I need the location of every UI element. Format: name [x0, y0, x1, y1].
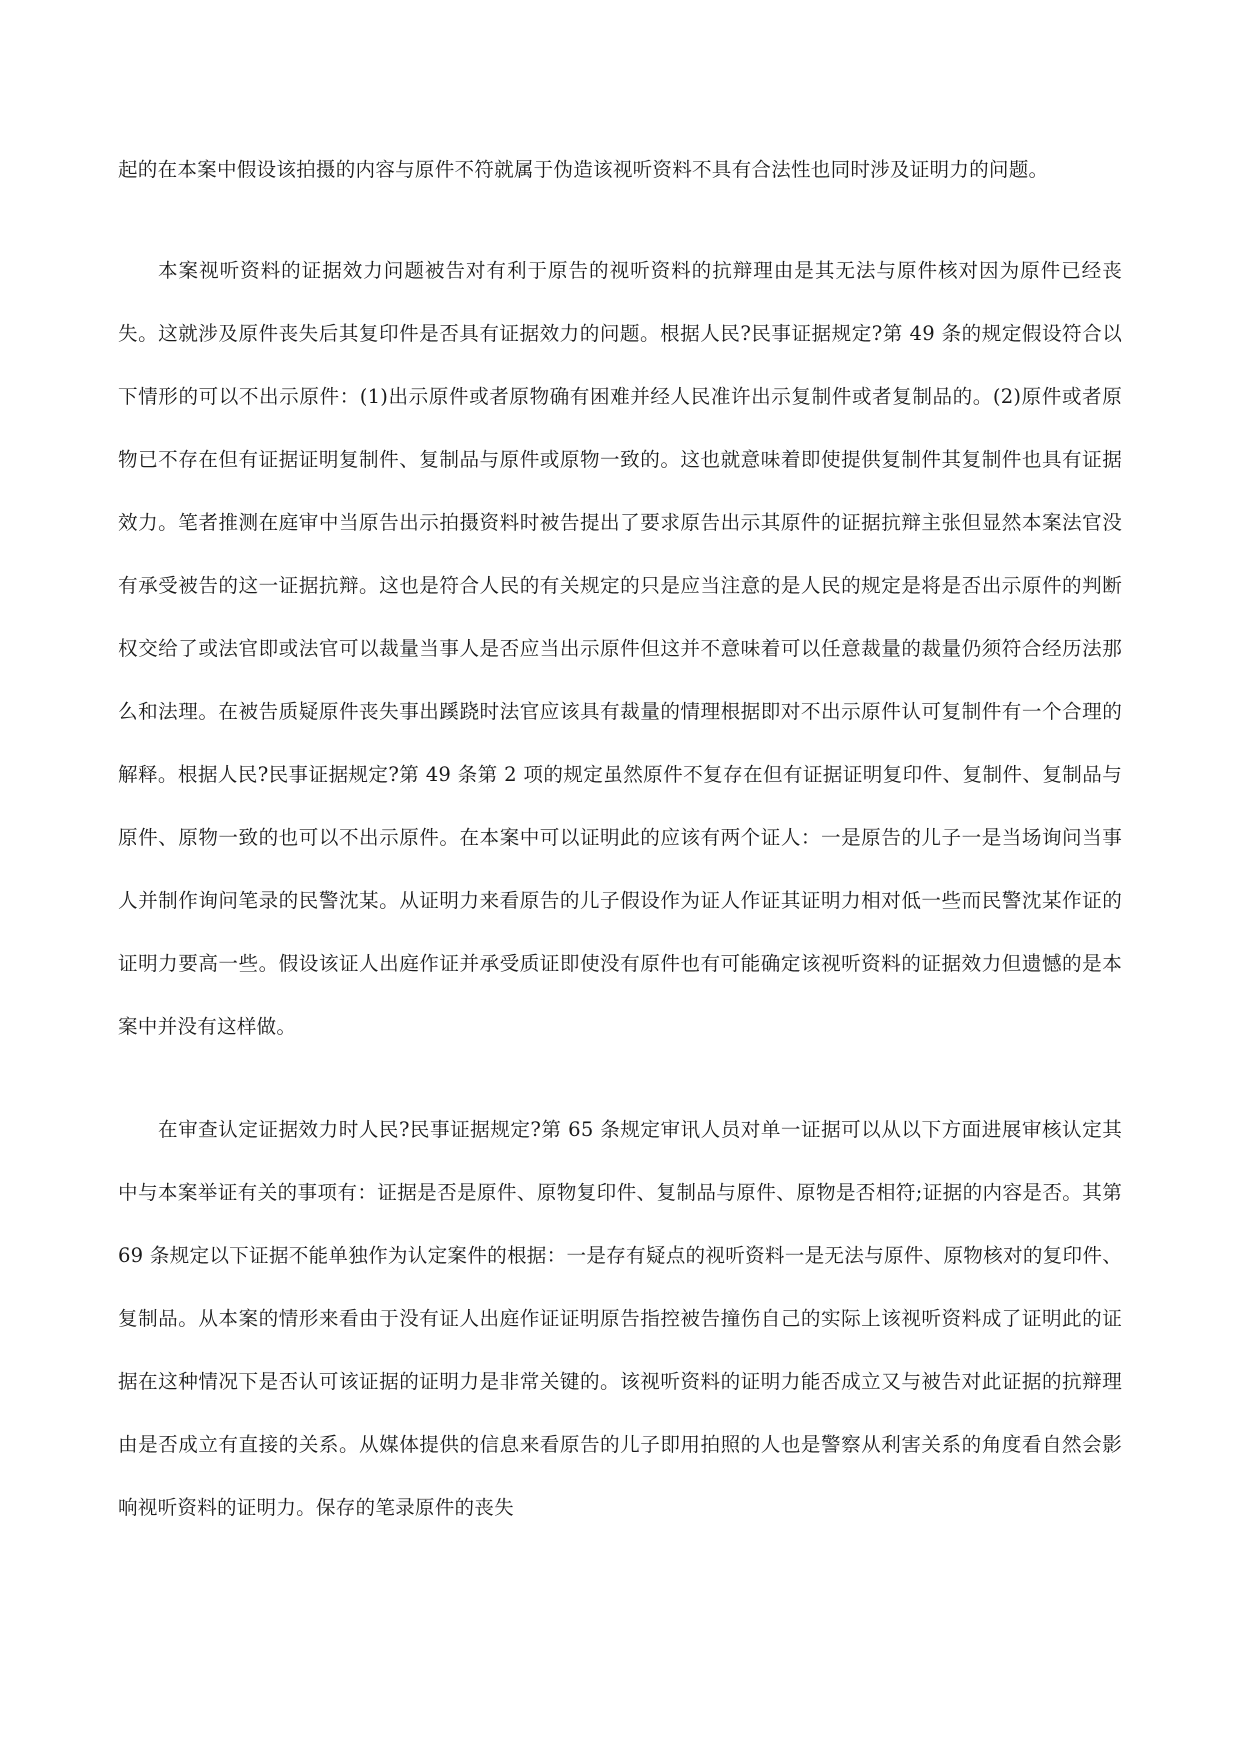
paragraph-3: 在审查认定证据效力时人民?民事证据规定?第 65 条规定审讯人员对单一证据可以从以下方面进展审核认定其中与本案举证有关的事项有：证据是否是原件、原物复印件、复制品与原件、原物是否相符;证据的内容是否。其第 69 条规定以下证据不能单独作为认定案件的根据：一是存有疑点的视听资料一是无法与原件、原物核对的复印件、复制品。从本案的情形来看由于没有证人出庭作证证明原告指控被告撞伤自己的实际上该视听资料成了证明此的证据在这种情况下是否认可该证据的证明力是非常关键的。该视听资料的证明力能否成立又与被告对此证据的抗辩理由是否成立有直接的关系。从媒体提供的信息来看原告的儿子即用拍照的人也是警察从利害关系的角度看自然会影响视听资料的证明力。保存的笔录原件的丧失 — [118, 1118, 1122, 1519]
paragraph-2: 本案视听资料的证据效力问题被告对有利于原告的视听资料的抗辩理由是其无法与原件核对因为原件已经丧失。这就涉及原件丧失后其复印件是否具有证据效力的问题。根据人民?民事证据规定?第 49 条的规定假设符合以下情形的可以不出示原件：(1)出示原件或者原物确有困难并经人民准许出示复制件或者复制品的。(2)原件或者原物已不存在但有证据证明复制件、复制品与原件或原物一致的。这也就意味着即使提供复制件其复制件也具有证据效力。笔者推测在庭审中当原告出示拍摄资料时被告提出了要求原告出示其原件的证据抗辩主张但显然本案法官没有承受被告的这一证据抗辩。这也是符合人民的有关规定的只是应当注意的是人民的规定是将是否出示原件的判断权交给了或法官即或法官可以裁量当事人是否应当出示原件但这并不意味着可以任意裁量的裁量仍须符合经历法那么和法理。在被告质疑原件丧失事出蹊跷时法官应该具有裁量的情理根据即对不出示原件认可复制件有一个合理的解释。根据人民?民事证据规定?第 49 条第 2 项的规定虽然原件不复存在但有证据证明复印件、复制件、复制品与原件、原物一致的也可以不出示原件。在本案中可以证明此的应该有两个证人：一是原告的儿子一是当场询问当事人并制作询问笔录的民警沈某。从证明力来看原告的儿子假设作为证人作证其证明力相对低一些而民警沈某作证的证明力要高一些。假设该证人出庭作证并承受质证即使没有原件也有可能确定该视听资料的证据效力但遗憾的是本案中并没有这样做。 — [118, 259, 1122, 1038]
paragraph-1: 起的在本案中假设该拍摄的内容与原件不符就属于伪造该视听资料不具有合法性也同时涉及证明力的问题。 — [118, 158, 1049, 181]
document-body — [118, 138, 1122, 1539]
